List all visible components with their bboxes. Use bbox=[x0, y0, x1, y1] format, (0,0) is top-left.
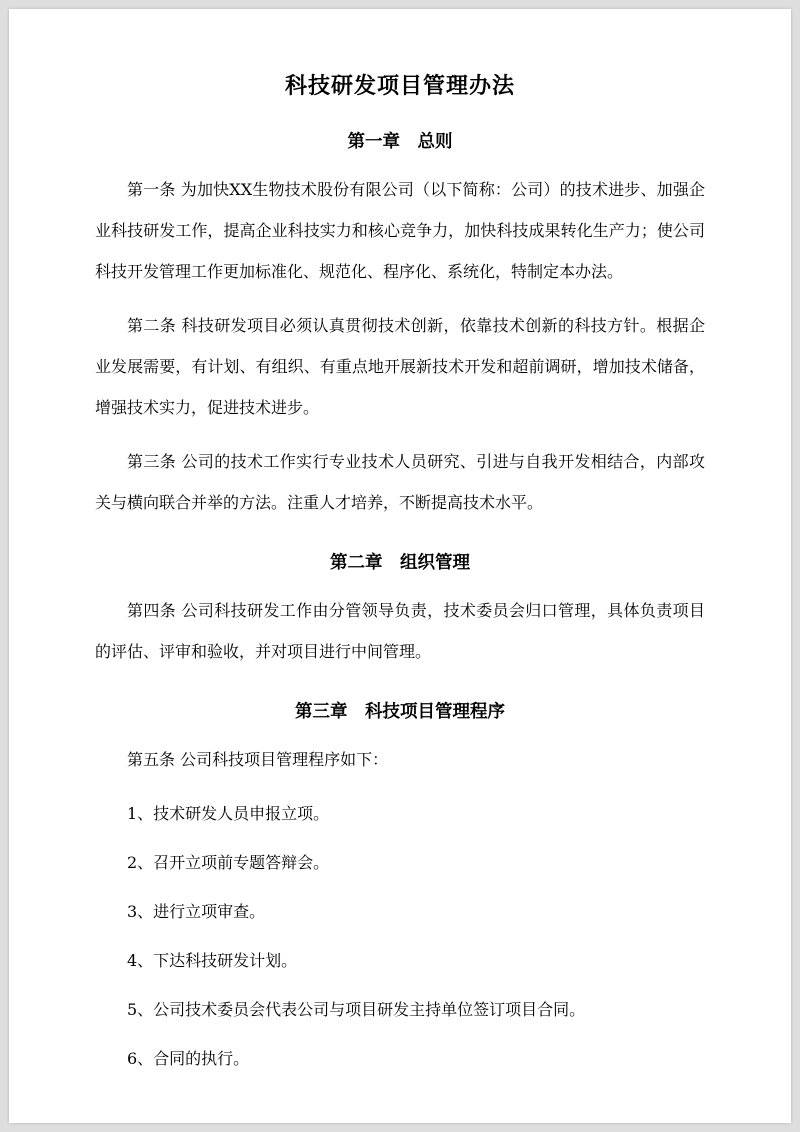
document-title: 科技研发项目管理办法 bbox=[284, 73, 515, 99]
list-item: 1、技术研发人员申报立项。 bbox=[127, 804, 330, 823]
list-item: 5、公司技术委员会代表公司与项目研发主持单位签订项目合同。 bbox=[127, 1000, 586, 1019]
list-item: 3、进行立项审查。 bbox=[127, 902, 266, 921]
paragraph: 第一条 为加快XX生物技术股份有限公司（以下简称：公司）的技术进步、加强企业科技研发工作，提高企业科技实力和核心竞争力，加快科技成果转化生产力；使公司科技开发管理工作更加标准化、规范化、程序化、系统化，特制定本办法。 bbox=[95, 180, 705, 281]
paragraph: 第三条 公司的技术工作实行专业技术人员研究、引进与自我开发相结合，内部攻关与横向联合并举的方法。注重人才培养，不断提高技术水平。 bbox=[95, 452, 705, 512]
chapter-1-heading: 第一章 总则 bbox=[347, 132, 453, 152]
section-chapter-2 bbox=[95, 549, 705, 672]
section-chapter-3 bbox=[95, 698, 705, 1079]
list-item: 2、召开立项前专题答辩会。 bbox=[127, 853, 330, 872]
paragraph: 第二条 科技研发项目必须认真贯彻技术创新，依靠技术创新的科技方针。根据企业发展需要，有计划、有组织、有重点地开展新技术开发和超前调研，增加技术储备，增强技术实力，促进技术进步。 bbox=[95, 316, 705, 417]
chapter-2-heading: 第二章 组织管理 bbox=[330, 553, 470, 573]
paragraph: 第五条 公司科技项目管理程序如下： bbox=[127, 750, 389, 769]
paragraph: 第四条 公司科技研发工作由分管领导负责，技术委员会归口管理，具体负责项目的评估、评审和验收，并对项目进行中间管理。 bbox=[95, 601, 705, 661]
list-item: 6、合同的执行。 bbox=[127, 1049, 250, 1068]
document-page bbox=[9, 9, 791, 1123]
section-chapter-1 bbox=[95, 128, 705, 523]
chapter-3-heading: 第三章 科技项目管理程序 bbox=[295, 702, 505, 722]
list-item: 4、下达科技研发计划。 bbox=[127, 951, 298, 970]
